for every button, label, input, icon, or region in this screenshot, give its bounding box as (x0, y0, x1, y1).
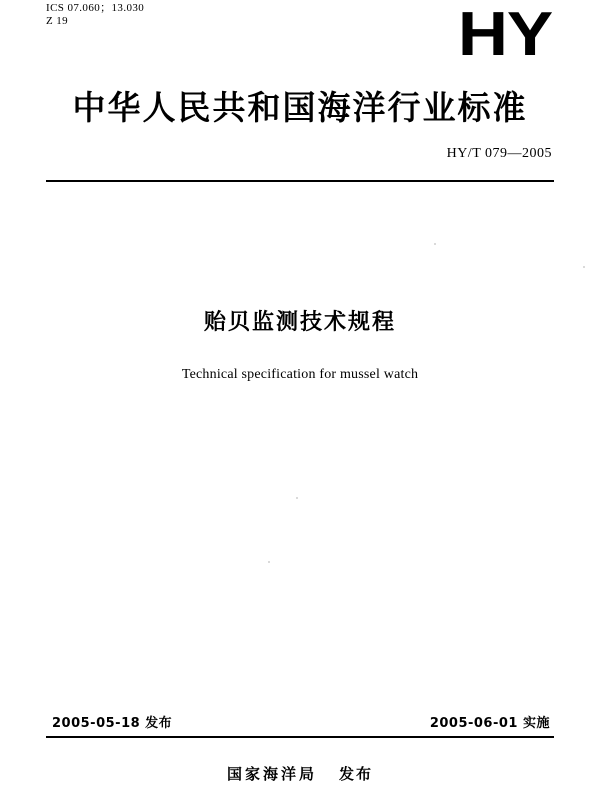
scan-speck (434, 243, 436, 245)
classification-codes (46, 2, 144, 28)
document-title-en: Technical specification for mussel watch (181, 367, 419, 382)
standard-series-title: 中华人民共和国海洋行业标准 (72, 88, 528, 127)
document-title-cn: 贻贝监测技术规程 (203, 310, 396, 335)
hy-logo: HY (457, 0, 552, 69)
publish-action: 发布 (339, 765, 374, 783)
scan-speck (583, 266, 585, 268)
category-code: Z 19 (46, 15, 69, 27)
publisher-name: 国家海洋局 (226, 765, 317, 783)
effective-date: 2005-06-01 实施 (429, 716, 550, 731)
header-divider (46, 180, 554, 182)
issue-date: 2005-05-18 发布 (52, 716, 173, 731)
scan-speck (296, 497, 298, 499)
footer-divider (46, 736, 554, 738)
standard-number: HY/T 079—2005 (446, 146, 552, 161)
ics-code: ICS 07.060；13.030 (46, 2, 145, 14)
scan-speck (268, 561, 270, 563)
publisher-line (0, 763, 600, 784)
